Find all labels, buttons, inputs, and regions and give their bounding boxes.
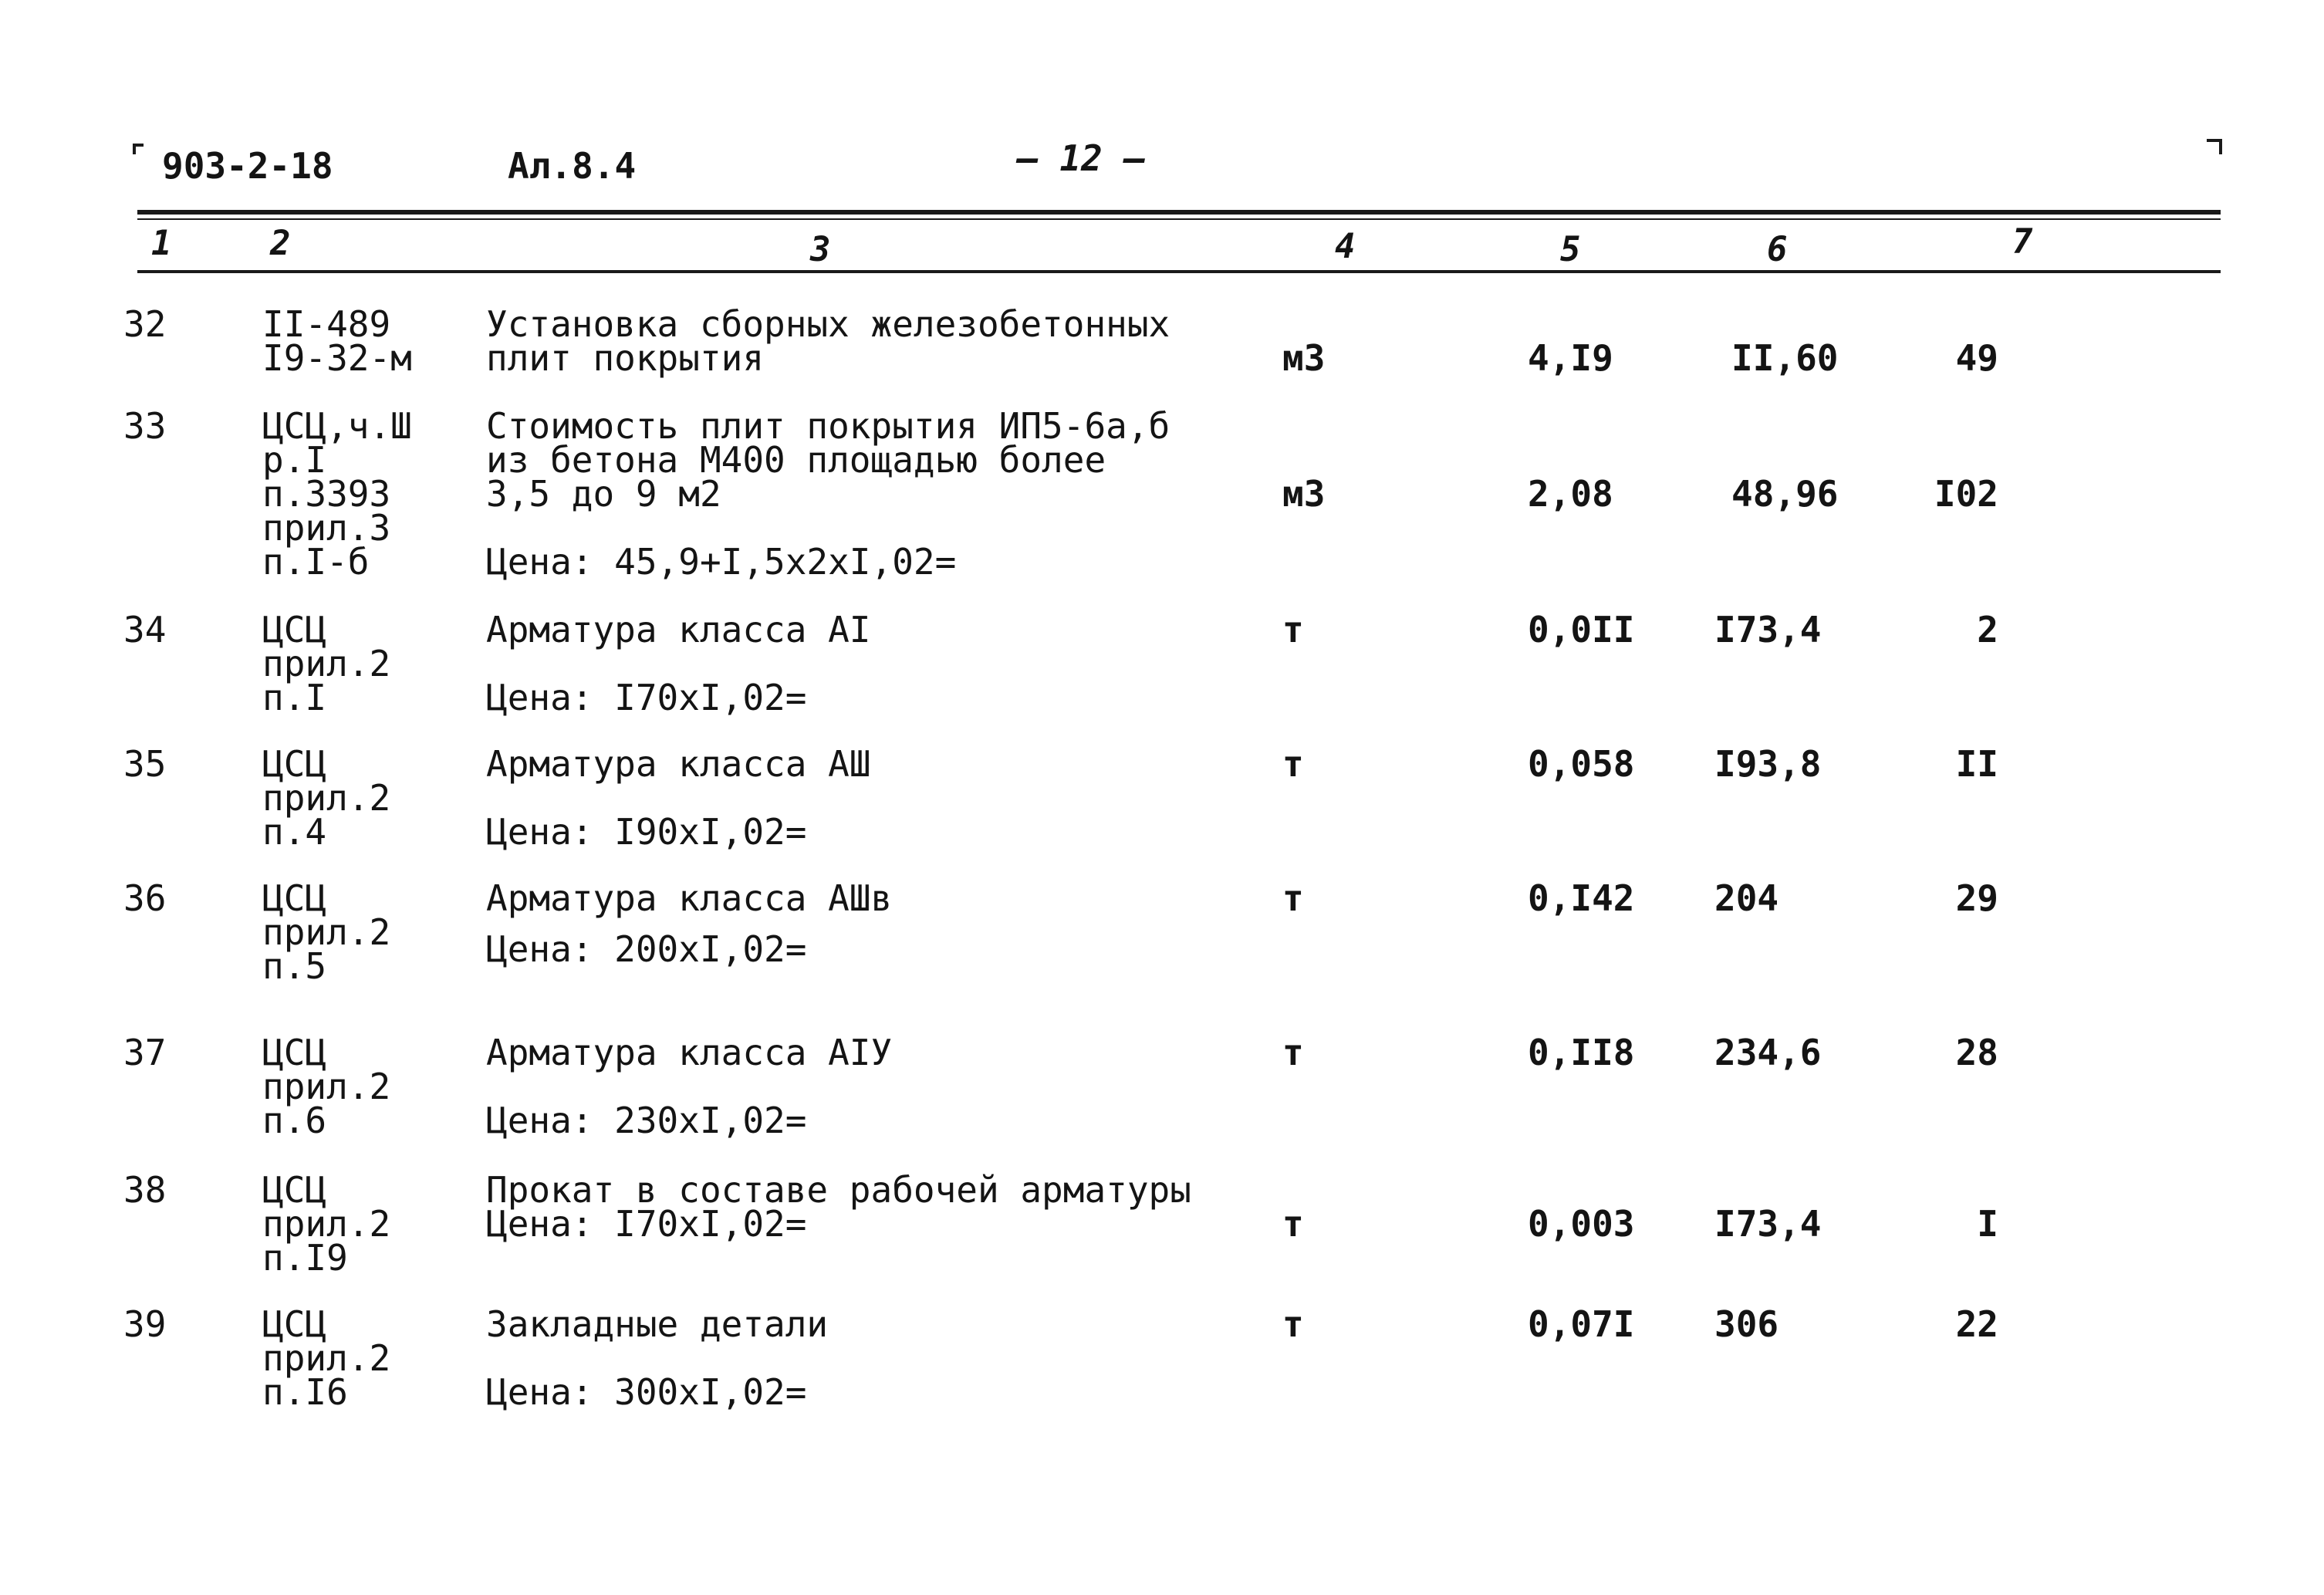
corner-mark-left — [133, 144, 144, 154]
norm-code: ЦСЦ прил.2 п.I9 — [262, 1169, 391, 1279]
quantity: 0,II8 — [1528, 1032, 1635, 1073]
unit-cost: 306 — [1714, 1303, 1779, 1345]
work-description: Арматура класса АI — [486, 609, 871, 651]
total-cost: I — [1977, 1203, 1998, 1245]
top-rule-thick — [137, 210, 2221, 215]
work-description: Прокат в составе рабочей арматуры — [486, 1169, 1191, 1211]
unit-cost: 204 — [1714, 877, 1779, 919]
work-description: Установка сборных железобетонных плит покрытия — [486, 303, 1170, 379]
row-number: 32 — [123, 303, 167, 345]
work-description: Закладные детали — [486, 1303, 829, 1345]
unit-cost: I73,4 — [1714, 609, 1822, 651]
price-formula: Цена: 300хI,02= — [486, 1371, 807, 1413]
top-rule-thin — [137, 218, 2221, 220]
quantity: 0,058 — [1528, 743, 1635, 785]
price-formula: Цена: I90хI,02= — [486, 811, 807, 853]
work-description: Стоимость плит покрытия ИП5-6а,б из бетона М400 площадью более 3,5 до 9 м2 — [486, 405, 1170, 515]
row-number: 34 — [123, 609, 167, 651]
total-cost: II — [1955, 743, 1998, 785]
norm-code: ЦСЦ прил.2 п.6 — [262, 1032, 391, 1141]
total-cost: 29 — [1955, 877, 1998, 919]
unit: т — [1282, 1303, 1304, 1345]
doc-code: 903-2-18 — [162, 145, 333, 187]
column-number-2: 2 — [270, 224, 291, 263]
unit: м3 — [1282, 473, 1326, 515]
price-formula: Цена: 200хI,02= — [486, 928, 807, 970]
row-number: 33 — [123, 405, 167, 447]
norm-code: ЦСЦ прил.2 п.I — [262, 609, 391, 718]
row-number: 37 — [123, 1032, 167, 1073]
page-number: – 12 – — [1017, 137, 1146, 179]
price-formula: Цена: I70хI,02= — [486, 1203, 807, 1245]
work-description: Арматура класса АШ — [486, 743, 871, 785]
work-description: Арматура класса АIУ — [486, 1032, 893, 1073]
unit: т — [1282, 609, 1304, 651]
total-cost: 22 — [1955, 1303, 1998, 1345]
unit-cost: I73,4 — [1714, 1203, 1822, 1245]
price-formula: Цена: 230хI,02= — [486, 1100, 807, 1141]
unit-cost: I93,8 — [1714, 743, 1822, 785]
total-cost: 2 — [1977, 609, 1998, 651]
unit: т — [1282, 877, 1304, 919]
unit-cost: 234,6 — [1714, 1032, 1822, 1073]
norm-code: ЦСЦ прил.2 п.I6 — [262, 1303, 391, 1413]
column-number-6: 6 — [1767, 230, 1788, 269]
quantity: 0,07I — [1528, 1303, 1635, 1345]
norm-code: ЦСЦ,ч.Ш р.I п.3393 прил.3 п.I-б — [262, 405, 412, 583]
quantity: 0,0II — [1528, 609, 1635, 651]
quantity: 4,I9 — [1528, 337, 1613, 379]
total-cost: I02 — [1934, 473, 1998, 515]
column-number-5: 5 — [1560, 230, 1581, 269]
unit: т — [1282, 1032, 1304, 1073]
quantity: 0,I42 — [1528, 877, 1635, 919]
unit: т — [1282, 743, 1304, 785]
unit-cost: II,60 — [1731, 337, 1839, 379]
norm-code: II-489 I9-32-м — [262, 303, 412, 379]
norm-code: ЦСЦ прил.2 п.4 — [262, 743, 391, 853]
work-description: Арматура класса АШв — [486, 877, 893, 919]
unit: т — [1282, 1203, 1304, 1245]
quantity: 0,003 — [1528, 1203, 1635, 1245]
norm-code: ЦСЦ прил.2 п.5 — [262, 877, 391, 987]
quantity: 2,08 — [1528, 473, 1613, 515]
column-number-1: 1 — [151, 224, 172, 263]
header-bottom-rule — [137, 270, 2221, 273]
column-number-3: 3 — [810, 230, 831, 269]
price-formula: Цена: 45,9+I,5х2хI,02= — [486, 541, 957, 583]
price-formula: Цена: I70хI,02= — [486, 677, 807, 718]
column-number-4: 4 — [1335, 227, 1356, 266]
row-number: 38 — [123, 1169, 167, 1211]
total-cost: 49 — [1955, 337, 1998, 379]
album-number: Ал.8.4 — [508, 145, 637, 187]
corner-mark-right — [2207, 139, 2222, 154]
column-number-7: 7 — [2012, 222, 2033, 262]
row-number: 35 — [123, 743, 167, 785]
row-number: 36 — [123, 877, 167, 919]
total-cost: 28 — [1955, 1032, 1998, 1073]
row-number: 39 — [123, 1303, 167, 1345]
unit-cost: 48,96 — [1731, 473, 1839, 515]
unit: м3 — [1282, 337, 1326, 379]
